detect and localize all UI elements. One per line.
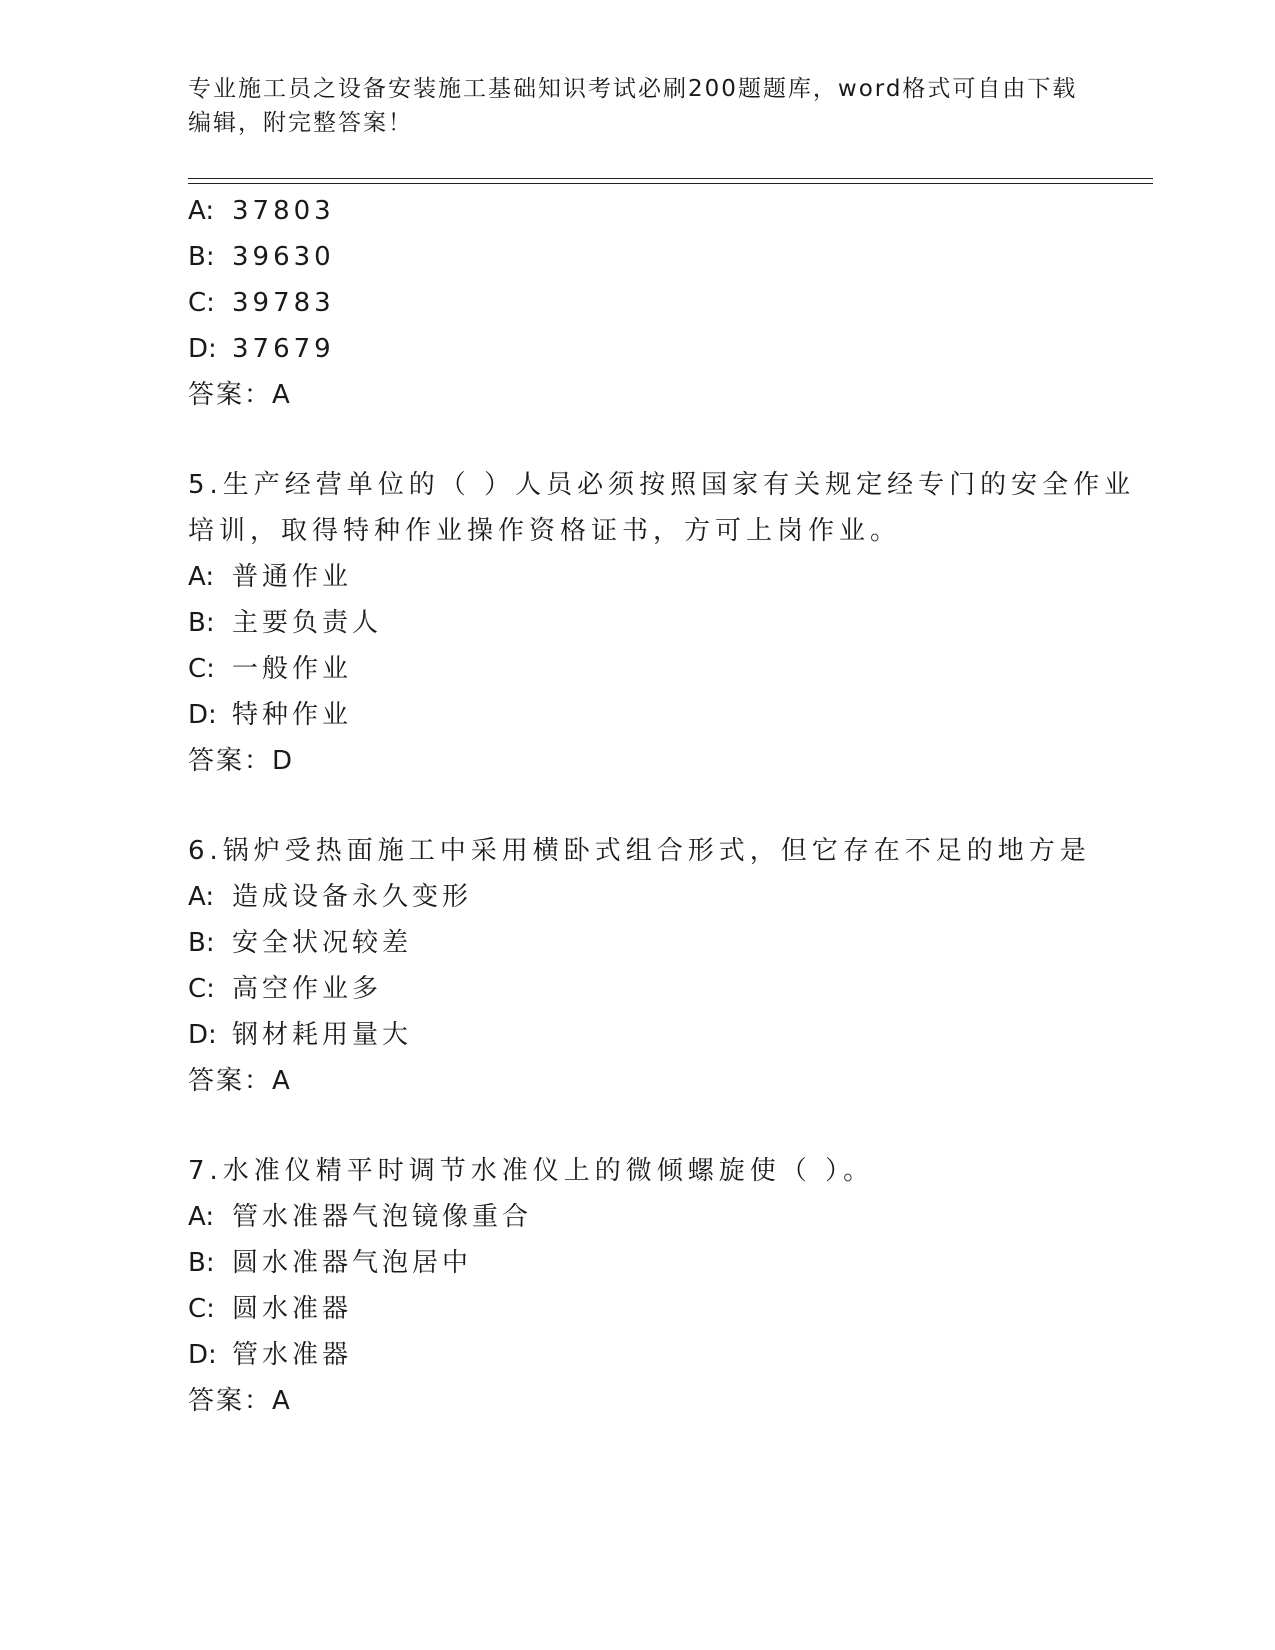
answer: 答案：A bbox=[188, 1066, 292, 1096]
question-list bbox=[188, 188, 1148, 1424]
question-7 bbox=[188, 1148, 1148, 1424]
question-stem: 5.生产经营单位的（ ）人员必须按照国家有关规定经专门的安全作业培训，取得特种作业操作资格证书，方可上岗作业。 bbox=[188, 470, 1136, 546]
option-c: C: 39783 bbox=[188, 288, 335, 318]
option-d: D: 37679 bbox=[188, 334, 335, 364]
option-b: B: 主要负责人 bbox=[188, 608, 383, 638]
option-d: D: 管水准器 bbox=[188, 1340, 353, 1370]
document-header: 专业施工员之设备安装施工基础知识考试必刷200题题库，word格式可自由下载编辑，附完整答案！ bbox=[188, 76, 1078, 136]
option-b: B: 39630 bbox=[188, 242, 335, 272]
option-c: C: 圆水准器 bbox=[188, 1294, 353, 1324]
question-stem: 6.锅炉受热面施工中采用横卧式组合形式，但它存在不足的地方是 bbox=[188, 836, 1091, 866]
question-partial bbox=[188, 188, 1148, 418]
answer: 答案：A bbox=[188, 380, 292, 410]
question-stem: 7.水准仪精平时调节水准仪上的微倾螺旋使（ ）。 bbox=[188, 1156, 875, 1186]
option-d: D: 特种作业 bbox=[188, 700, 353, 730]
option-a: A: 管水准器气泡镜像重合 bbox=[188, 1202, 533, 1232]
header-divider-top bbox=[188, 178, 1153, 179]
option-a: A: 37803 bbox=[188, 196, 335, 226]
header-divider-bottom bbox=[188, 183, 1153, 184]
answer: 答案：D bbox=[188, 746, 295, 776]
question-6 bbox=[188, 828, 1148, 1104]
option-b: B: 安全状况较差 bbox=[188, 928, 413, 958]
question-5 bbox=[188, 462, 1148, 784]
option-c: C: 高空作业多 bbox=[188, 974, 383, 1004]
answer: 答案：A bbox=[188, 1386, 292, 1416]
option-a: A: 造成设备永久变形 bbox=[188, 882, 473, 912]
option-a: A: 普通作业 bbox=[188, 562, 353, 592]
option-c: C: 一般作业 bbox=[188, 654, 353, 684]
option-b: B: 圆水准器气泡居中 bbox=[188, 1248, 473, 1278]
option-d: D: 钢材耗用量大 bbox=[188, 1020, 413, 1050]
